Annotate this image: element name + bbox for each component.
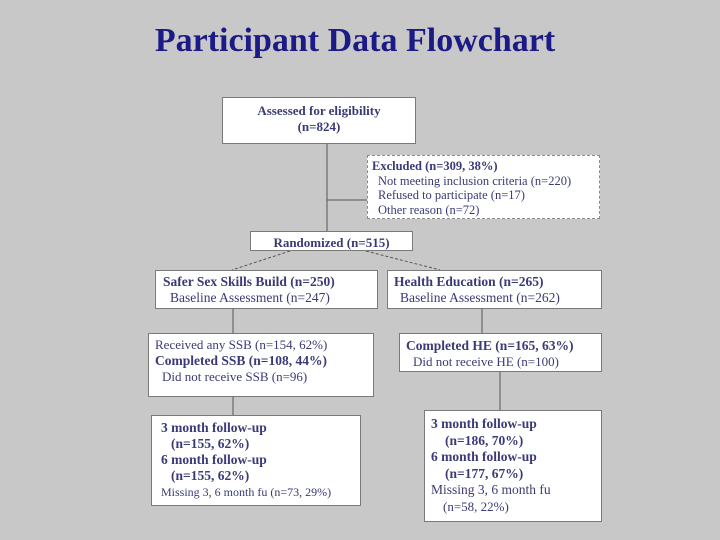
- ssb-arm-box: [155, 270, 378, 309]
- page-title: Participant Data Flowchart: [154, 22, 556, 59]
- ssb-completed: Completed SSB (n=108, 44%): [155, 353, 327, 368]
- assessed-box: [222, 97, 416, 144]
- ssb-followup-box: [151, 415, 361, 506]
- assessed-count: (n=824): [297, 119, 341, 134]
- ssb-not-received: Did not receive SSB (n=96): [162, 369, 308, 384]
- ssb-received: Received any SSB (n=154, 62%): [155, 337, 328, 352]
- he-completion-box: [399, 333, 602, 372]
- he-fu3-label: 3 month follow-up: [431, 416, 537, 431]
- he-fu3-value: (n=186, 70%): [445, 432, 524, 448]
- he-fu6-label: 6 month follow-up: [431, 449, 537, 464]
- ssb-fu6-label: 6 month follow-up: [161, 452, 267, 467]
- connector-randomized-ssb: [232, 251, 290, 270]
- ssb-missing: Missing 3, 6 month fu (n=73, 29%): [161, 485, 332, 499]
- ssb-completion-box: [148, 333, 374, 397]
- ssb-baseline: Baseline Assessment (n=247): [170, 290, 330, 305]
- randomized-label: Randomized (n=515): [273, 235, 390, 250]
- connector-randomized-he: [366, 251, 440, 270]
- ssb-fu3-label: 3 month follow-up: [161, 420, 267, 435]
- ssb-arm-title: Safer Sex Skills Build (n=250): [163, 274, 335, 289]
- excluded-box: [367, 155, 600, 219]
- excluded-header: Excluded (n=309, 38%): [372, 159, 498, 173]
- he-completed: Completed HE (n=165, 63%): [406, 338, 574, 353]
- ssb-fu6-value: (n=155, 62%): [171, 468, 250, 483]
- randomized-box: [250, 231, 413, 251]
- he-fu6-value: (n=177, 67%): [445, 465, 524, 481]
- excluded-item: Other reason (n=72): [378, 202, 480, 217]
- assessed-label: Assessed for eligibility: [257, 103, 381, 118]
- he-followup-box: [424, 410, 602, 522]
- he-baseline: Baseline Assessment (n=262): [400, 290, 560, 305]
- he-arm-box: [387, 270, 602, 309]
- he-arm-title: Health Education (n=265): [394, 274, 544, 289]
- excluded-item: Not meeting inclusion criteria (n=220): [378, 173, 572, 188]
- ssb-fu3-value: (n=155, 62%): [171, 436, 250, 451]
- he-missing-label: Missing 3, 6 month fu: [431, 482, 551, 497]
- he-not-received: Did not receive HE (n=100): [413, 354, 559, 369]
- excluded-item: Refused to participate (n=17): [378, 188, 525, 202]
- he-missing-value: (n=58, 22%): [443, 498, 509, 514]
